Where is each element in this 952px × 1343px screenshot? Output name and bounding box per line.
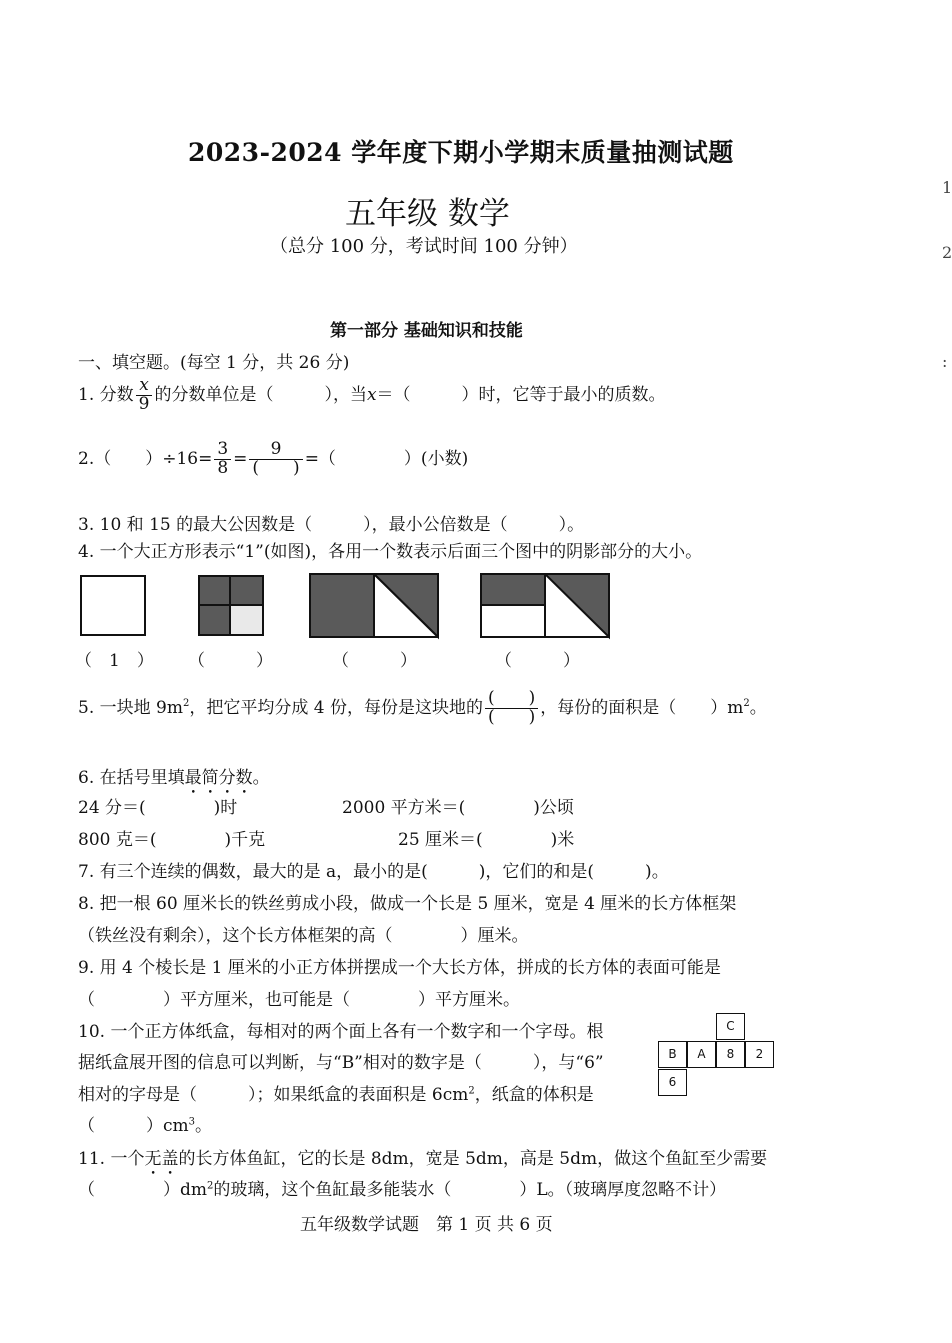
question-2: 2.（ ）÷16= $\frac{3}{8}$ = $\frac{9}{( )}$ =（ ）(小数)	[78, 439, 469, 478]
question-3: 3. 10 和 15 的最大公因数是（ ），最小公倍数是（ ）。	[78, 515, 585, 535]
net-cell-6: 6	[658, 1069, 687, 1096]
question-4: 4. 一个大正方形表示“1”(如图)，各用一个数表示后面三个图中的阴影部分的大小。	[78, 542, 703, 562]
page-footer: 五年级数学试题 第 1 页 共 6 页	[300, 1215, 553, 1235]
q4-figure-grid	[198, 575, 264, 636]
question-10-line-2: 据纸盒展开图的信息可以判断，与“B”相对的数字是（ ），与“6”	[78, 1053, 604, 1073]
margin-mark-3: :	[942, 352, 948, 371]
question-8-line-1: 8. 把一根 60 厘米长的铁丝剪成小段，做成一个长是 5 厘米，宽是 4 厘米的长方体框架	[78, 894, 737, 914]
exam-title: 2023-2024 学年度下期小学期末质量抽测试题	[188, 138, 734, 167]
question-10-line-4: （ ）$cm^3$。	[78, 1116, 213, 1136]
q4-answer-4[interactable]: （ ）	[495, 651, 580, 671]
net-cell-c: C	[716, 1013, 745, 1040]
question-9-line-1: 9. 用 4 个棱长是 1 厘米的小正方体拼摆成一个大长方体，拼成的长方体的表面可能是	[78, 958, 721, 978]
q6-item-3: 800 克＝( )千克	[78, 830, 266, 850]
net-cell-8: 8	[716, 1041, 745, 1068]
margin-mark-1: 1	[942, 178, 952, 197]
part-heading: 一、填空题。(每空 1 分，共 26 分)	[78, 353, 350, 373]
q4-answer-2[interactable]: （ ）	[188, 651, 273, 671]
q4-figure-unit-square	[80, 575, 146, 636]
q4-answer-3[interactable]: （ ）	[332, 651, 417, 671]
net-cell-2: 2	[745, 1041, 774, 1068]
q4-figure-rect-triangle	[309, 573, 439, 638]
question-10-line-3: 相对的字母是（ ）；如果纸盒的表面积是 $6cm^2$，纸盒的体积是	[78, 1085, 594, 1105]
section-title: 第一部分 基础知识和技能	[330, 321, 523, 341]
exam-note: （总分 100 分，考试时间 100 分钟）	[270, 236, 578, 257]
question-11-line-1: 11. 一个无盖的长方体鱼缸，它的长是 8dm，宽是 5dm，高是 5dm，做这个鱼缸至少需要	[78, 1149, 768, 1169]
question-10-line-1: 10. 一个正方体纸盒，每相对的两个面上各有一个数字和一个字母。根	[78, 1022, 604, 1042]
question-6: 6. 在括号里填最简分数。	[78, 768, 270, 788]
question-7: 7. 有三个连续的偶数，最大的是 a，最小的是( )，它们的和是( )。	[78, 862, 669, 882]
net-cell-b: B	[658, 1041, 687, 1068]
question-5: 5. 一块地 $9m^2$，把它平均分成 4 份，每份是这块地的 $\frac{( )}{( )}$ ，每份的面积是（ ）$m^2$。	[78, 688, 767, 727]
q6-item-1: 24 分＝( )时	[78, 798, 238, 818]
question-9-line-2: （ ）平方厘米，也可能是（ ）平方厘米。	[78, 990, 520, 1010]
net-cell-a: A	[687, 1041, 716, 1068]
exam-subject: 五年级 数学	[345, 196, 510, 232]
question-8-line-2: （铁丝没有剩余），这个长方体框架的高（ ）厘米。	[78, 926, 529, 946]
question-11-line-2: （ ）$dm^2$的玻璃，这个鱼缸最多能装水（ ）L。（玻璃厚度忽略不计）	[78, 1180, 727, 1200]
q6-item-4: 25 厘米＝( )米	[398, 830, 575, 850]
question-1: 1. 分数 $\frac{x}{9}$ 的分数单位是（ ），当x＝（ ）时，它等于最小的质数。	[78, 375, 666, 414]
q4-answer-1[interactable]: （ 1 ）	[75, 651, 154, 671]
margin-mark-2: 2	[942, 243, 952, 262]
q4-figure-half-triangle	[480, 573, 610, 638]
q6-item-2: 2000 平方米＝( )公顷	[342, 798, 574, 818]
